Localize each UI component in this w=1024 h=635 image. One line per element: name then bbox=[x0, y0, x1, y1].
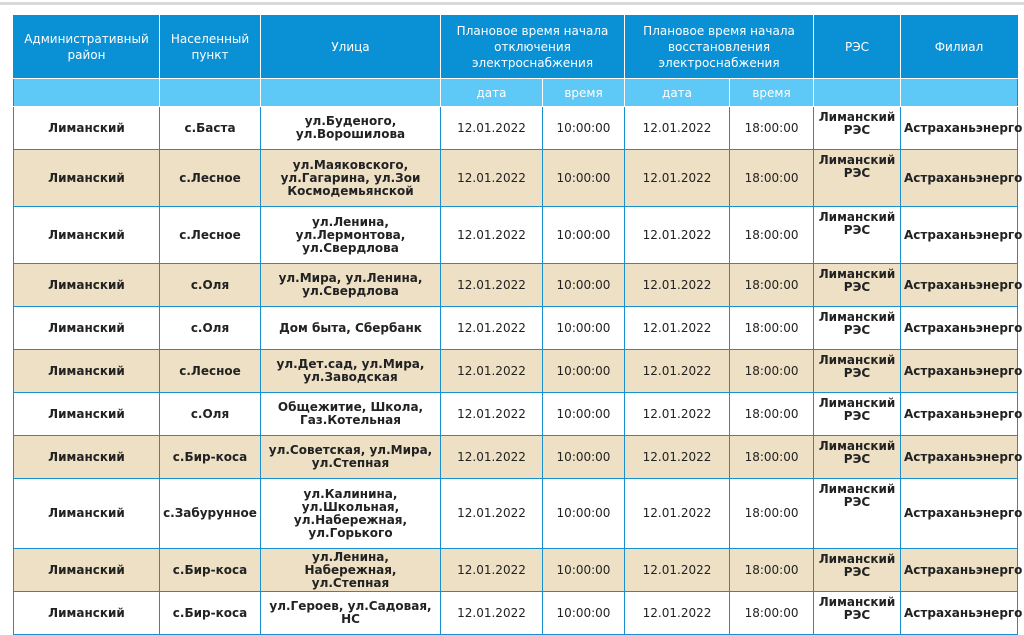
table-row bbox=[14, 350, 1018, 393]
cell-on-time: 18:00:00 bbox=[730, 549, 814, 592]
cell-street: ул.Героев, ул.Садовая, НС bbox=[261, 592, 441, 635]
cell-street: Общежитие, Школа, Газ.Котельная bbox=[261, 393, 441, 436]
outage-schedule-table bbox=[13, 15, 1023, 635]
cell-on-time: 18:00:00 bbox=[730, 393, 814, 436]
cell-on-date: 12.01.2022 bbox=[625, 107, 730, 150]
cell-res: Лиманский РЭС bbox=[814, 549, 901, 592]
table-row bbox=[14, 592, 1018, 635]
cell-locality: с.Забурунное bbox=[160, 479, 261, 549]
cell-district: Лиманский bbox=[14, 350, 160, 393]
col-header-district: Административный район bbox=[14, 16, 160, 79]
cell-off-time: 10:00:00 bbox=[543, 393, 625, 436]
cell-off-date: 12.01.2022 bbox=[441, 264, 543, 307]
cell-off-date: 12.01.2022 bbox=[441, 393, 543, 436]
cell-district: Лиманский bbox=[14, 150, 160, 207]
subheader-empty bbox=[261, 79, 441, 107]
table-row bbox=[14, 150, 1018, 207]
cell-branch: Астраханьэнерго bbox=[901, 592, 1018, 635]
cell-street: ул.Калинина, ул.Школьная, ул.Набережная, ул.Горького bbox=[261, 479, 441, 549]
cell-off-date: 12.01.2022 bbox=[441, 207, 543, 264]
cell-on-date: 12.01.2022 bbox=[625, 350, 730, 393]
cell-locality: с.Оля bbox=[160, 264, 261, 307]
cell-on-date: 12.01.2022 bbox=[625, 479, 730, 549]
col-header-off-start: Плановое время начала отключения электроснабжения bbox=[441, 16, 625, 79]
cell-off-time: 10:00:00 bbox=[543, 207, 625, 264]
col-header-res: РЭС bbox=[814, 16, 901, 79]
cell-street: ул.Буденого, ул.Ворошилова bbox=[261, 107, 441, 150]
cell-district: Лиманский bbox=[14, 479, 160, 549]
cell-street: ул.Дет.сад, ул.Мира, ул.Заводская bbox=[261, 350, 441, 393]
cell-on-date: 12.01.2022 bbox=[625, 264, 730, 307]
cell-locality: с.Лесное bbox=[160, 350, 261, 393]
cell-district: Лиманский bbox=[14, 549, 160, 592]
table-row bbox=[14, 436, 1018, 479]
cell-off-date: 12.01.2022 bbox=[441, 436, 543, 479]
subheader-on-date: дата bbox=[625, 79, 730, 107]
cell-res: Лиманский РЭС bbox=[814, 264, 901, 307]
subheader-empty bbox=[901, 79, 1018, 107]
cell-on-date: 12.01.2022 bbox=[625, 592, 730, 635]
cell-off-date: 12.01.2022 bbox=[441, 307, 543, 350]
cell-district: Лиманский bbox=[14, 207, 160, 264]
cell-on-time: 18:00:00 bbox=[730, 479, 814, 549]
subheader-row bbox=[14, 79, 1018, 107]
cell-res: Лиманский РЭС bbox=[814, 107, 901, 150]
cell-res: Лиманский РЭС bbox=[814, 350, 901, 393]
table-row bbox=[14, 264, 1018, 307]
cell-on-date: 12.01.2022 bbox=[625, 150, 730, 207]
cell-branch: Астраханьэнерго bbox=[901, 150, 1018, 207]
cell-off-time: 10:00:00 bbox=[543, 307, 625, 350]
cell-district: Лиманский bbox=[14, 264, 160, 307]
table-row bbox=[14, 207, 1018, 264]
cell-district: Лиманский bbox=[14, 592, 160, 635]
cell-off-time: 10:00:00 bbox=[543, 264, 625, 307]
cell-locality: с.Баста bbox=[160, 107, 261, 150]
cell-off-date: 12.01.2022 bbox=[441, 549, 543, 592]
cell-off-time: 10:00:00 bbox=[543, 549, 625, 592]
cell-on-time: 18:00:00 bbox=[730, 307, 814, 350]
cell-off-time: 10:00:00 bbox=[543, 592, 625, 635]
cell-branch: Астраханьэнерго bbox=[901, 393, 1018, 436]
cell-street: ул.Маяковского, ул.Гагарина, ул.Зои Космодемьянской bbox=[261, 150, 441, 207]
col-header-branch: Филиал bbox=[901, 16, 1018, 79]
cell-branch: Астраханьэнерго bbox=[901, 350, 1018, 393]
cell-on-date: 12.01.2022 bbox=[625, 549, 730, 592]
cell-branch: Астраханьэнерго bbox=[901, 436, 1018, 479]
cell-district: Лиманский bbox=[14, 107, 160, 150]
cell-res: Лиманский РЭС bbox=[814, 592, 901, 635]
cell-on-date: 12.01.2022 bbox=[625, 207, 730, 264]
subheader-on-time: время bbox=[730, 79, 814, 107]
cell-off-time: 10:00:00 bbox=[543, 350, 625, 393]
table-row bbox=[14, 549, 1018, 592]
cell-res: Лиманский РЭС bbox=[814, 393, 901, 436]
cell-on-date: 12.01.2022 bbox=[625, 307, 730, 350]
header-row bbox=[14, 16, 1018, 79]
cell-off-time: 10:00:00 bbox=[543, 150, 625, 207]
cell-off-time: 10:00:00 bbox=[543, 107, 625, 150]
cell-off-date: 12.01.2022 bbox=[441, 107, 543, 150]
cell-district: Лиманский bbox=[14, 436, 160, 479]
cell-street: ул.Ленина, ул.Лермонтова, ул.Свердлова bbox=[261, 207, 441, 264]
cell-on-time: 18:00:00 bbox=[730, 150, 814, 207]
subheader-off-date: дата bbox=[441, 79, 543, 107]
cell-res: Лиманский РЭС bbox=[814, 436, 901, 479]
cell-off-date: 12.01.2022 bbox=[441, 350, 543, 393]
table-row bbox=[14, 479, 1018, 549]
cell-on-time: 18:00:00 bbox=[730, 592, 814, 635]
cell-on-time: 18:00:00 bbox=[730, 436, 814, 479]
cell-res: Лиманский РЭС bbox=[814, 307, 901, 350]
cell-on-time: 18:00:00 bbox=[730, 264, 814, 307]
cell-branch: Астраханьэнерго bbox=[901, 479, 1018, 549]
cell-district: Лиманский bbox=[14, 307, 160, 350]
cell-locality: с.Бир-коса bbox=[160, 592, 261, 635]
cell-street: ул.Мира, ул.Ленина, ул.Свердлова bbox=[261, 264, 441, 307]
cell-street: Дом быта, Сбербанк bbox=[261, 307, 441, 350]
cell-res: Лиманский РЭС bbox=[814, 150, 901, 207]
cell-off-date: 12.01.2022 bbox=[441, 150, 543, 207]
table-row bbox=[14, 307, 1018, 350]
cell-on-date: 12.01.2022 bbox=[625, 393, 730, 436]
table-row bbox=[14, 107, 1018, 150]
cell-res: Лиманский РЭС bbox=[814, 479, 901, 549]
table-row bbox=[14, 393, 1018, 436]
subheader-off-time: время bbox=[543, 79, 625, 107]
cell-branch: Астраханьэнерго bbox=[901, 549, 1018, 592]
cell-on-time: 18:00:00 bbox=[730, 207, 814, 264]
col-header-restore-start: Плановое время начала восстановления электроснабжения bbox=[625, 16, 814, 79]
col-header-locality: Населенный пункт bbox=[160, 16, 261, 79]
cell-street: ул.Ленина, Набережная, ул.Степная bbox=[261, 549, 441, 592]
cell-locality: с.Лесное bbox=[160, 150, 261, 207]
subheader-empty bbox=[814, 79, 901, 107]
subheader-empty bbox=[14, 79, 160, 107]
cell-off-date: 12.01.2022 bbox=[441, 479, 543, 549]
cell-on-time: 18:00:00 bbox=[730, 350, 814, 393]
cell-locality: с.Оля bbox=[160, 393, 261, 436]
cell-locality: с.Бир-коса bbox=[160, 436, 261, 479]
cell-branch: Астраханьэнерго bbox=[901, 107, 1018, 150]
cell-district: Лиманский bbox=[14, 393, 160, 436]
cell-branch: Астраханьэнерго bbox=[901, 307, 1018, 350]
cell-off-time: 10:00:00 bbox=[543, 479, 625, 549]
cell-off-date: 12.01.2022 bbox=[441, 592, 543, 635]
cell-street: ул.Советская, ул.Мира, ул.Степная bbox=[261, 436, 441, 479]
subheader-empty bbox=[160, 79, 261, 107]
cell-res: Лиманский РЭС bbox=[814, 207, 901, 264]
cell-locality: с.Бир-коса bbox=[160, 549, 261, 592]
cell-off-time: 10:00:00 bbox=[543, 436, 625, 479]
cell-branch: Астраханьэнерго bbox=[901, 264, 1018, 307]
top-divider bbox=[0, 2, 1024, 5]
cell-on-time: 18:00:00 bbox=[730, 107, 814, 150]
cell-locality: с.Лесное bbox=[160, 207, 261, 264]
cell-branch: Астраханьэнерго bbox=[901, 207, 1018, 264]
cell-locality: с.Оля bbox=[160, 307, 261, 350]
cell-on-date: 12.01.2022 bbox=[625, 436, 730, 479]
col-header-street: Улица bbox=[261, 16, 441, 79]
